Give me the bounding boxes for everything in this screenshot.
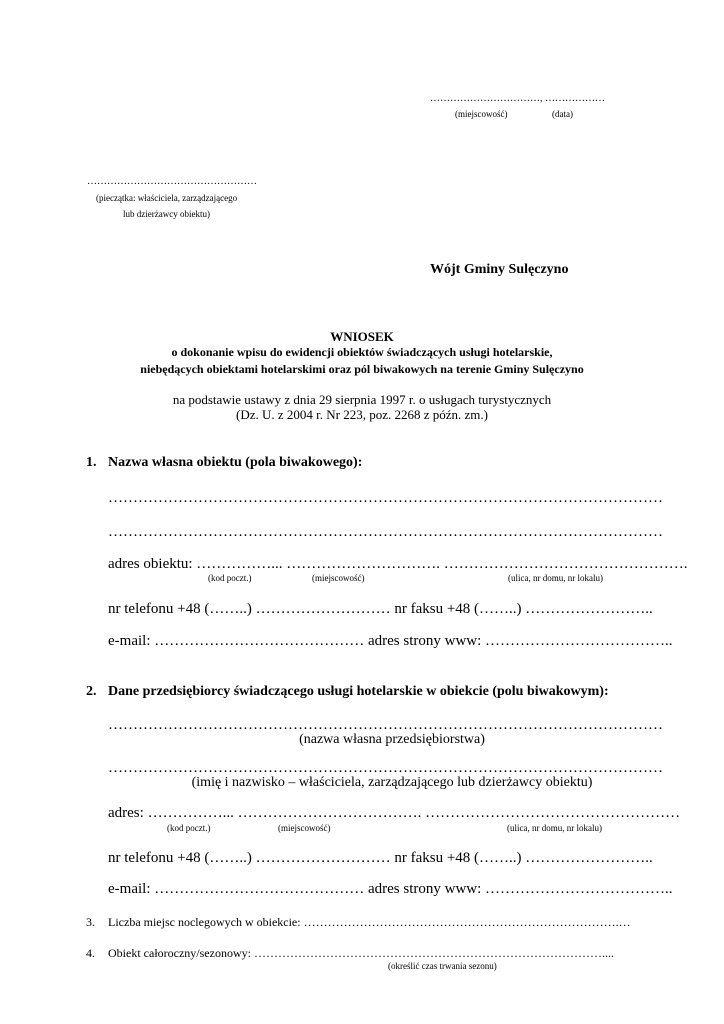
place-label: (miejscowość) — [455, 109, 508, 119]
company-address-field[interactable]: adres: ……………... ………………………………. …………………………………………… — [108, 805, 681, 821]
document-subtitle-line-2: niebędących obiektami hotelarskimi oraz pól biwakowych na terenie Gminy Sulęczyno — [140, 362, 584, 376]
object-name-field-1[interactable]: ………………………………………………………………………………………………… — [108, 490, 663, 506]
city-label: (miejscowość) — [312, 573, 365, 583]
season-type-field[interactable]: Obiekt całoroczny/sezonowy: …………………………………………………………………………….... — [108, 946, 614, 960]
company-name-field[interactable]: ………………………………………………………………………………………………… — [108, 717, 663, 733]
owner-name-field[interactable]: ………………………………………………………………………………………………… — [108, 760, 663, 776]
stamp-field[interactable]: …………………………………………… — [87, 176, 257, 187]
section-1-heading: Nazwa własna obiektu (pola biwakowego): — [108, 455, 363, 470]
object-email-www-field[interactable]: e-mail: …………………………………… adres strony www: ……………………………….. — [108, 633, 673, 649]
section-3-number: 3. — [86, 915, 95, 929]
document-title: WNIOSEK — [330, 329, 394, 344]
object-address-field[interactable]: adres obiektu: ……………... …………………………. …………………………………………. — [108, 556, 688, 572]
object-phone-fax-field[interactable]: nr telefonu +48 (……..) ……………………… nr faksu +48 (……..) …………………….. — [108, 601, 653, 617]
company-phone-fax-field[interactable]: nr telefonu +48 (……..) ……………………… nr faksu +48 (……..) …………………….. — [108, 850, 653, 866]
owner-name-label: (imię i nazwisko – właściciela, zarządzającego lub dzierżawcy obiektu) — [191, 775, 593, 790]
section-2-heading: Dane przedsiębiorcy świadczącego usługi hotelarskie w obiekcie (polu biwakowym): — [108, 684, 609, 699]
date-label: (data) — [552, 109, 573, 119]
object-name-field-2[interactable]: ………………………………………………………………………………………………… — [108, 524, 663, 540]
street-label: (ulica, nr domu, nr lokalu) — [508, 573, 603, 583]
stamp-label-line-2: lub dzierżawcy obiektu) — [123, 209, 210, 219]
document-subtitle-line-1: o dokonanie wpisu do ewidencji obiektów świadczących usługi hotelarskie, — [171, 345, 553, 359]
bed-count-field[interactable]: Liczba miejsc noclegowych w obiekcie: …………………………………………………………………….… — [108, 915, 631, 929]
section-2-number: 2. — [86, 684, 97, 699]
place-date-field[interactable]: ……………………………, ……………… — [430, 93, 605, 104]
recipient: Wójt Gminy Sulęczyno — [430, 262, 569, 277]
legal-basis-line-2: (Dz. U. z 2004 r. Nr 223, poz. 2268 z późn. zm.) — [236, 407, 488, 422]
company-email-www-field[interactable]: e-mail: …………………………………… adres strony www: ……………………………….. — [108, 881, 673, 897]
section-4-number: 4. — [86, 946, 95, 960]
postal-code-label: (kod poczt.) — [208, 573, 252, 583]
legal-basis-line-1: na podstawie ustawy z dnia 29 sierpnia 1997 r. o usługach turystycznych — [172, 392, 552, 407]
section-1-number: 1. — [86, 455, 97, 470]
company-postal-code-label: (kod poczt.) — [167, 823, 211, 833]
season-duration-label: (określić czas trwania sezonu) — [388, 961, 497, 971]
company-street-label: (ulica, nr domu, nr lokalu) — [507, 823, 602, 833]
company-name-label: (nazwa własna przedsiębiorstwa) — [299, 732, 485, 747]
stamp-label-line-1: (pieczątka: właściciela, zarządzającego — [96, 193, 238, 203]
company-city-label: (miejscowość) — [278, 823, 331, 833]
